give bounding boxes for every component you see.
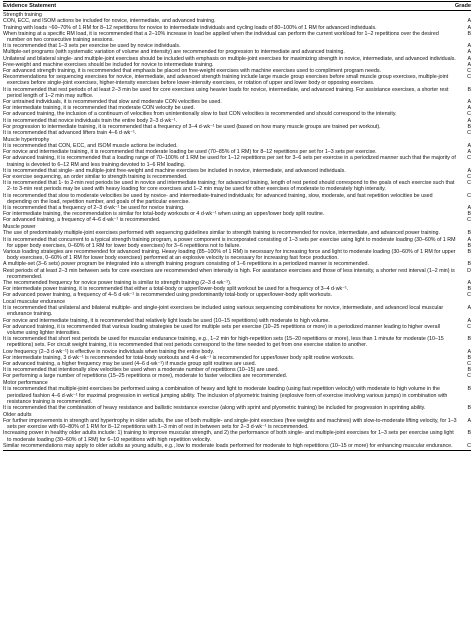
grade-value: A [467, 117, 471, 124]
evidence-statement-header: Evidence Statement [3, 3, 57, 9]
grade-value: A [467, 142, 471, 149]
grade-value: A [467, 348, 471, 355]
evidence-statement: It is recommended that concurrent to a typical strength training program, a power component is incorporated consisting of 1–3 sets per exercise using light to moderate loading (30–60% of 1 RM for upper body exercises, 0–60% of 1 RM for lower body exercises) for 3–6 repetitions not to failure. [3, 236, 456, 249]
evidence-statement: For advanced training, the inclusion of a continuum of velocities from unintentionally slow to fast CON velocities is recommended and should correspond to the intensity. [3, 111, 397, 118]
table-row [3, 217, 471, 223]
table-row [3, 31, 471, 43]
grade-value: C [467, 74, 471, 81]
grade-value: C [467, 192, 471, 199]
grade-value: A [467, 43, 471, 50]
evidence-statement: Recommendations for sequencing exercises for novice, intermediate, and advanced strength training include large muscle group exercises before small muscle group exercises, multiple-joint exercises before single-joint exercises, higher-intensity exercises before lower-intensity exercises, or rotation of upper and lower body or opposing exercises. [3, 74, 449, 87]
grade-value: B [467, 336, 471, 343]
evidence-statement: It is recommended that short rest periods be used for muscular endurance training, e.g., 1–2 min for high-repetition sets (15–20 repetitions or more), less than 1 minute for moderate (10–15 repetitions) sets. For circuit weight training, it is recommended that rest periods correspond to the time needed to get from one exercise station to another. [3, 336, 444, 349]
evidence-statement: For advanced training, a higher frequency may be used (4–6 d·wk⁻¹) if muscle group split routines are used. [3, 361, 257, 368]
grade-value: B [467, 430, 471, 437]
grade-value: B [467, 211, 471, 218]
grade-value: B [467, 248, 471, 255]
evidence-statement: For intermediate training, 3 d·wk⁻¹ is recommended for total-body workouts and 4 d·wk⁻¹ is recommended for upper/lower body split routine workouts. [3, 354, 355, 361]
section-title: Motor performance [3, 380, 48, 387]
grade-value: B [467, 386, 471, 393]
evidence-statement: The recommended frequency for novice power training is similar to strength training (2–3 d·wk⁻¹). [3, 279, 232, 286]
evidence-statement: For intermediate power training, it is recommended that either a total-body or upper/lower-body split workout be used for a frequency of 3–4 d·wk⁻¹. [3, 286, 349, 293]
table-row [3, 237, 471, 249]
evidence-statement: For intermediate training, it is recommended that moderate CON velocity be used. [3, 105, 195, 112]
grade-value: C [467, 292, 471, 299]
evidence-statement: When training at a specific RM load, it is recommended that a 2–10% increase in load be applied when the individual can perform the current workload for 1–2 repetitions over the desired number on two consecutive training sessions. [3, 30, 439, 44]
grade-value: C [467, 180, 471, 187]
evidence-statement: Unilateral and bilateral single- and multiple-joint exercises should be included with emphasis on multiple-joint exercises for maximizing strength in novice, intermediate, and advanced individuals. [3, 55, 456, 62]
evidence-statement: For advanced training, a frequency of 4–6 d·wk⁻¹ is recommended. [3, 217, 161, 224]
evidence-statement: For untrained individuals, it is recommended that slow and moderate CON velocities be used. [3, 99, 222, 106]
grade-value: C [467, 68, 471, 75]
grade-value: C [467, 155, 471, 162]
table-row [3, 324, 471, 336]
grade-value: A [467, 99, 471, 106]
evidence-statement: It is recommended that slow to moderate velocities be used by novice- and intermediate-trained individuals; for advanced training, slow, moderate, and fast repetition velocities be used depending on the load, repetition number, and goals of the particular exercise. [3, 192, 433, 205]
evidence-statement: Increasing power in healthy older adults include: 1) training to improve muscular strength, and 2) the performance of both single- and multiple-joint exercises for 1–3 sets per exercise using light to moderate loading (30–60% of 1 RM) for 6–10 repetitions with high repetition velocity. [3, 430, 454, 443]
grade-value: C [467, 217, 471, 224]
bottom-rule [3, 450, 471, 451]
evidence-statement: It is recommended that unilateral and bilateral multiple- and single-joint exercises be included using various sequencing combinations for novice, intermediate, and advanced local muscular endurance training. [3, 305, 444, 318]
evidence-statement: It is recommended that rest periods of at least 2–3 min be used for core exercises using heavier loads for novice, intermediate, and advanced training. For assistance exercises, a shorter rest period length of 1–2 min may suffice. [3, 86, 449, 99]
table-row [3, 193, 471, 205]
table-row [3, 443, 471, 449]
grade-value: C [467, 173, 471, 180]
grade-value: B [467, 286, 471, 293]
evidence-statement: It is recommended that single- and multiple-joint free-weight and machine exercises be included in novice, intermediate, and advanced individuals. [3, 167, 346, 174]
grade-value: B [467, 354, 471, 361]
evidence-statement: It is recommended that the combination of heavy resistance and ballistic resistance exercise (along with sprint and plyometric training) be included for progression in sprinting ability. [3, 405, 426, 411]
evidence-statement: A multiple-set (3–6 sets) power program be integrated into a strength training program consisting of 1–6 repetitions in a periodized manner is recommended. [3, 261, 369, 268]
grade-value: D [467, 267, 471, 274]
table-row [3, 292, 471, 298]
grade-value: B [467, 30, 471, 37]
evidence-statement: It is recommended that CON, ECC, and ISOM muscle actions be included. [3, 142, 178, 149]
evidence-statement: It is recommended that intentionally slow velocities be used when a moderate number of repetitions (10–15) are used. [3, 367, 279, 374]
table-row [3, 155, 471, 167]
table-body [3, 12, 471, 449]
grade-value: C [467, 373, 471, 380]
evidence-statement: For advanced power training, a frequency of 4–5 d·wk⁻¹ is recommended using predominantly total-body or upper/lower-body split workouts. [3, 292, 333, 299]
table-row [3, 268, 471, 280]
section-title: Muscle hypertrophy [3, 136, 50, 143]
table-row [3, 130, 471, 136]
section-title: Local muscular endurance [3, 299, 66, 306]
table-row [3, 405, 471, 411]
evidence-statement: Similar recommendations may apply to older adults as young adults, e.g., low to moderate loads performed for moderate to high repetitions (10–15 or more) for enhancing muscular endurance. [3, 442, 453, 449]
evidence-statement: It is recommended that 1- to 2-min rest periods be used in novice and intermediate training; for advanced training, length of rest period should correspond to the goals of each exercise such that 2- to 3-min rest periods may be used with heavy loading for core exercises and 1–2 min may be used for other exercises of moderate to moderately high intensity. [3, 180, 455, 193]
table-row [3, 87, 471, 99]
table-row [3, 373, 471, 379]
grade-value: B [467, 86, 471, 93]
grade-value: A [467, 279, 471, 286]
evidence-statement: It is recommended that 1–3 sets per exercise be used by novice individuals. [3, 43, 181, 50]
evidence-statement: CON, ECC, and ISOM actions be included for novice, intermediate, and advanced training. [3, 18, 216, 25]
evidence-statement: It is recommended that novice individuals train the entire body 2–3 d·wk⁻¹. [3, 117, 178, 124]
grade-value: A [467, 317, 471, 324]
grade-value: C [467, 130, 471, 137]
evidence-statement: Rest periods of at least 2–3 min between sets for core exercises are recommended when intensity is high. For assistance exercises and those of less intensity, a shorter rest interval (1–2 min) is recommended. [3, 267, 455, 280]
grade-value: A [467, 49, 471, 56]
evidence-statement: For novice and intermediate training, it is recommended that relatively light loads be used (10–15 repetitions) with moderate to high volume. [3, 317, 330, 324]
grade-value: A [467, 167, 471, 174]
evidence-statement: Multiple-set programs (with systematic variation of volume and intensity) are recommended for progression to intermediate and advanced training. [3, 49, 345, 56]
evidence-statement: It is recommended that multiple-joint exercises be performed using a combination of heavy and light to moderate loading (using fast repetition velocity) with moderate to high volume in the periodized fashion 4–6 d·wk⁻¹ for maximal progression in vertical jumping ability. The inclusion of plyometric training (explosive form of exercise involving various jumps) in combination with resistance training is recommended. [3, 386, 448, 405]
section-title: Muscle power [3, 224, 36, 231]
table-row [3, 430, 471, 442]
grade-value: B [467, 230, 471, 237]
table-row [3, 336, 471, 348]
evidence-statement: Free-weight and machine exercises should be included for novice to intermediate training. [3, 61, 214, 68]
grade-value: A [467, 105, 471, 112]
evidence-statement: The use of predominately multiple-joint exercises performed with sequencing guidelines similar to strength training is recommended for novice, intermediate, and advanced power training. [3, 230, 440, 237]
grade-value: A [467, 61, 471, 68]
evidence-statement: Low frequency (2–3 d·wk⁻¹) is effective in novice individuals when training the entire body. [3, 348, 215, 355]
table-row [3, 180, 471, 192]
grade-value: C [467, 323, 471, 330]
grade-value: A [467, 205, 471, 211]
grade-value: B [467, 405, 471, 411]
grade-value: A [467, 55, 471, 62]
table-row [3, 418, 471, 430]
evidence-statement: It is recommended that a frequency of 2–3 d·wk⁻¹ be used for novice training. [3, 205, 185, 211]
evidence-statement: For progression to intermediate training, it is recommended that a frequency of 3–4 d·wk⁻¹ be used (based on how many muscle groups are trained per workout). [3, 123, 381, 130]
grade-value: A [467, 18, 471, 25]
evidence-statement: For performing a large number of repetitions (15–25 repetitions or more), moderate to faster velocities are recommended. [3, 373, 288, 380]
evidence-statement: For novice and intermediate training, it is recommended that moderate loading be used (70–85% of 1 RM) for 8–12 repetitions per set for 1–3 sets per exercise. [3, 149, 377, 156]
grade-value: A B [467, 236, 471, 249]
table-row [3, 305, 471, 317]
grade-value: C [467, 361, 471, 368]
grade-header: Grade [454, 3, 471, 9]
table-row [3, 386, 471, 405]
evidence-statement: Various loading strategies are recommended for advanced training. Heavy loading (85–100% of 1 RM) is necessary for increasing force and light to moderate loading (30–60% of 1 RM for upper body exercises, 0–60% of 1 RM for lower body exercises) performed at an explosive velocity is necessary for increasing fast force production. [3, 248, 456, 262]
evidence-statement: Training with loads ~60–70% of 1 RM for 8–12 repetitions for novice to intermediate individuals and cycling loads of 80–100% of 1 RM for advanced individuals. [3, 24, 377, 31]
evidence-statement: It is recommended that advanced lifters train 4–6 d·wk⁻¹. [3, 130, 137, 137]
grade-value: B [467, 123, 471, 130]
evidence-statement: For intermediate training, the recommendation is similar for total-body workouts or 4 d·wk⁻¹ when using an upper/lower body split routine. [3, 211, 325, 218]
grade-value: A [467, 149, 471, 156]
section-title: Strength training [3, 12, 42, 19]
grade-value: B [467, 261, 471, 268]
grade-value: B [467, 367, 471, 374]
evidence-statement: For advanced training, it is recommended that various loading strategies be used for multiple sets per exercise (10–25 repetitions or more) in a periodized manner leading to higher overall volume using lighter intensities. [3, 323, 440, 337]
evidence-statement: For advanced strength training, it is recommended that emphasis be placed on free-weight exercises with machine exercises used to compliment program needs. [3, 68, 382, 75]
table-header [3, 1, 471, 11]
grade-value: C [467, 111, 471, 118]
evidence-statement: For exercise sequencing, an order similar to strength training is recommended. [3, 173, 188, 180]
evidence-statement: For advanced training, it is recommended that a loading range of 70–100% of 1 RM be used for 1–12 repetitions per set for 3–6 sets per exercise in a periodized manner such that the majority of training is devoted to 6–12 RM and less training devoted to 1–6 RM loading. [3, 155, 456, 168]
grade-value: C [467, 442, 471, 449]
table-row [3, 249, 471, 261]
evidence-statement: For further improvements in strength and hypertrophy in older adults, the use of both multiple- and single-joint exercises (free weights and machines) with slow-to-moderate lifting velocity, for 1–3 sets per exercise with 60–80% of 1 RM for 8–12 repetitions with 1–3 min of rest in between sets for 2–3 d·wk⁻¹ is recommended. [3, 417, 457, 431]
table-row [3, 74, 471, 86]
section-title: Older adults [3, 411, 32, 418]
grade-value: A [467, 417, 471, 424]
grade-value: A [467, 305, 471, 312]
grade-value: A [467, 24, 471, 31]
